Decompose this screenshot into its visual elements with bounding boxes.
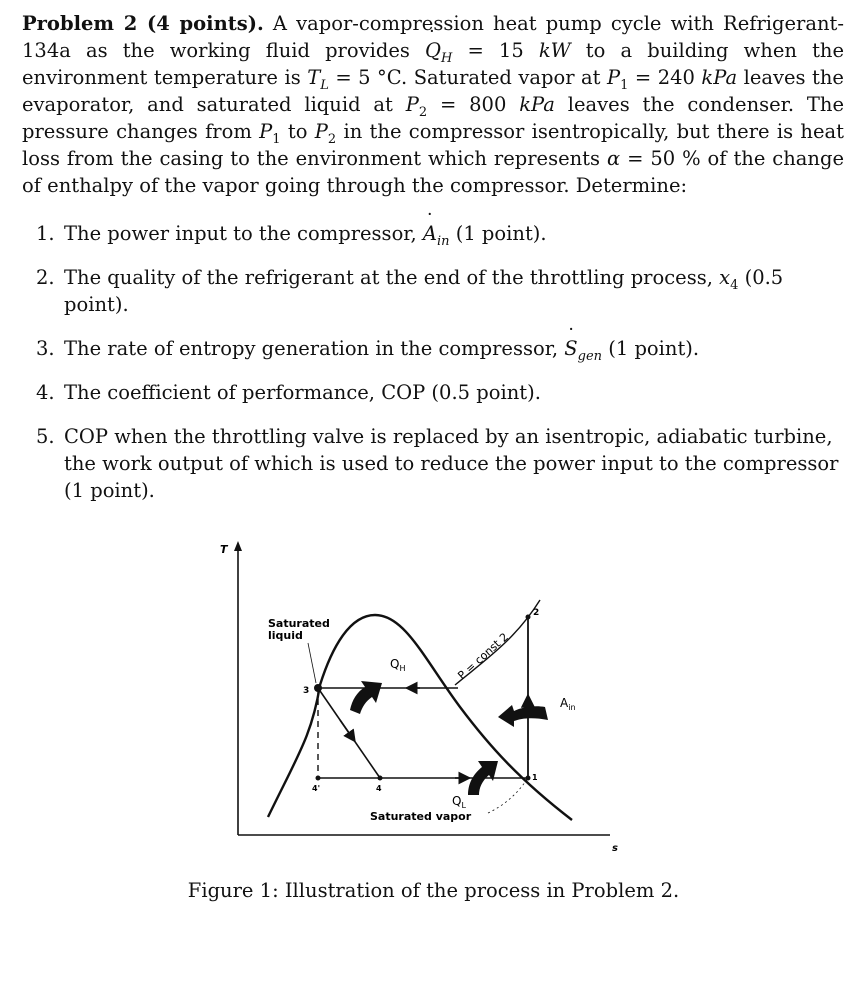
p1-subscript-b: 1 (272, 131, 281, 147)
intro-text-c: to a building when the environment temperature is (22, 39, 844, 89)
state-point-4s (316, 776, 321, 781)
task-item-5 (22, 423, 844, 504)
intro-text-d: = 5 °C. Saturated vapor at (328, 66, 607, 89)
p2-subscript: 2 (418, 104, 428, 120)
p1-symbol-b: P (259, 120, 273, 143)
state-label-4: 4 (376, 784, 382, 793)
task-item-1 (22, 220, 844, 247)
task-subscript: 4 (730, 277, 739, 293)
intro-text-b: = 15 (452, 39, 539, 62)
intro-text-i: to (280, 120, 315, 143)
task-text: COP when the throttling valve is replaced by an isentropic, adiabatic turbine, the work output of which is used to reduce the power input to the compressor (1 point). (64, 425, 839, 502)
task-list (22, 220, 844, 521)
task-subscript: in (436, 233, 450, 249)
task-symbol: ˙ S (564, 335, 577, 362)
t-axis-label: T (220, 543, 228, 556)
state-point-4 (378, 776, 383, 781)
task-text: The power input to the compressor, (64, 222, 423, 245)
state-label-4s: 4' (312, 784, 321, 793)
figure-caption: Figure 1: Illustration of the process in Problem 2. (187, 879, 680, 902)
intro-text-k: = 50 % of the change of enthalpy of the vapor going through the compressor. Determine: (22, 147, 844, 197)
pressure-line-label: P = const 2 (455, 630, 511, 683)
state-point-1 (526, 776, 531, 781)
task-number: 3. (36, 337, 55, 360)
problem-heading: Problem 2 (4 points). (22, 12, 264, 35)
qh-label: $Q_H$ (390, 657, 406, 673)
ain-arrow-icon (498, 705, 548, 727)
tl-symbol: T (307, 66, 321, 89)
ts-diagram (200, 535, 630, 865)
intro-text-h: leaves the condenser. The pressure changes from (22, 93, 845, 143)
state-label-1: 1 (532, 773, 538, 782)
state-point-3 (314, 684, 322, 692)
task-number: 2. (36, 266, 55, 289)
alpha-symbol: α (606, 147, 621, 170)
task-item-4 (22, 379, 844, 406)
task-item-2 (22, 264, 844, 318)
qh-subscript: H (441, 50, 453, 66)
saturated-vapor-label: Saturated vapor (370, 810, 472, 823)
task-points: (1 point). (449, 222, 547, 245)
p1-subscript: 1 (620, 77, 629, 93)
state-label-3: 3 (303, 686, 310, 696)
unit-kpa-2: kPa (519, 93, 555, 116)
p1-symbol: P (606, 66, 621, 89)
saturated-liquid-label-1: Saturated (268, 617, 330, 630)
task-text: The coefficient of performance, COP (0.5 point). (64, 381, 541, 404)
saturated-vapor-leader (488, 778, 528, 813)
state-point-2 (526, 615, 531, 620)
task-symbol: ˙ A (423, 220, 437, 247)
p2-subscript-b: 2 (327, 131, 337, 147)
task-number: 5. (36, 425, 55, 448)
task-number: 4. (36, 381, 55, 404)
ain-label: $A_{in}$ (560, 696, 576, 712)
task-points: (0.5 point). (64, 266, 784, 316)
intro-text-a: A vapor-compression heat pump cycle with Refrigerant-134a as the working fluid provides (22, 12, 844, 62)
p2-symbol: P (405, 93, 419, 116)
intro-text-g: = 800 (427, 93, 520, 116)
task-text: The rate of entropy generation in the compressor, (64, 337, 565, 360)
intro-text-e: = 240 (628, 66, 702, 89)
ql-label: $Q_L$ (452, 794, 466, 810)
t-axis-arrow-icon (234, 541, 242, 551)
task-points: (1 point). (602, 337, 700, 360)
saturated-liquid-label-2: liquid (268, 629, 303, 642)
tl-subscript: L (320, 77, 329, 93)
intro-text-f: leaves the evaporator, and saturated liquid at (22, 66, 844, 116)
throttle-arrow (340, 720, 354, 740)
task-item-3 (22, 335, 844, 362)
s-axis-label: s (612, 843, 618, 854)
task-text: The quality of the refrigerant at the end of the throttling process, (64, 266, 720, 289)
task-symbol: x (719, 266, 731, 289)
p2-symbol-b: P (314, 120, 328, 143)
ql-arrow-icon (468, 761, 498, 795)
unit-kw: kW (538, 39, 571, 62)
state-label-2: 2 (533, 608, 540, 618)
intro-text-j: in the compressor isentropically, but there is heat loss from the casing to the environment which represents (22, 120, 844, 170)
qh-symbol: ˙ Q (425, 37, 441, 64)
qh-arrow-icon (350, 681, 382, 714)
task-number: 1. (36, 222, 55, 245)
task-subscript: gen (577, 348, 603, 364)
saturated-liquid-leader (308, 643, 316, 683)
problem-statement (22, 10, 844, 199)
unit-kpa-1: kPa (701, 66, 738, 89)
